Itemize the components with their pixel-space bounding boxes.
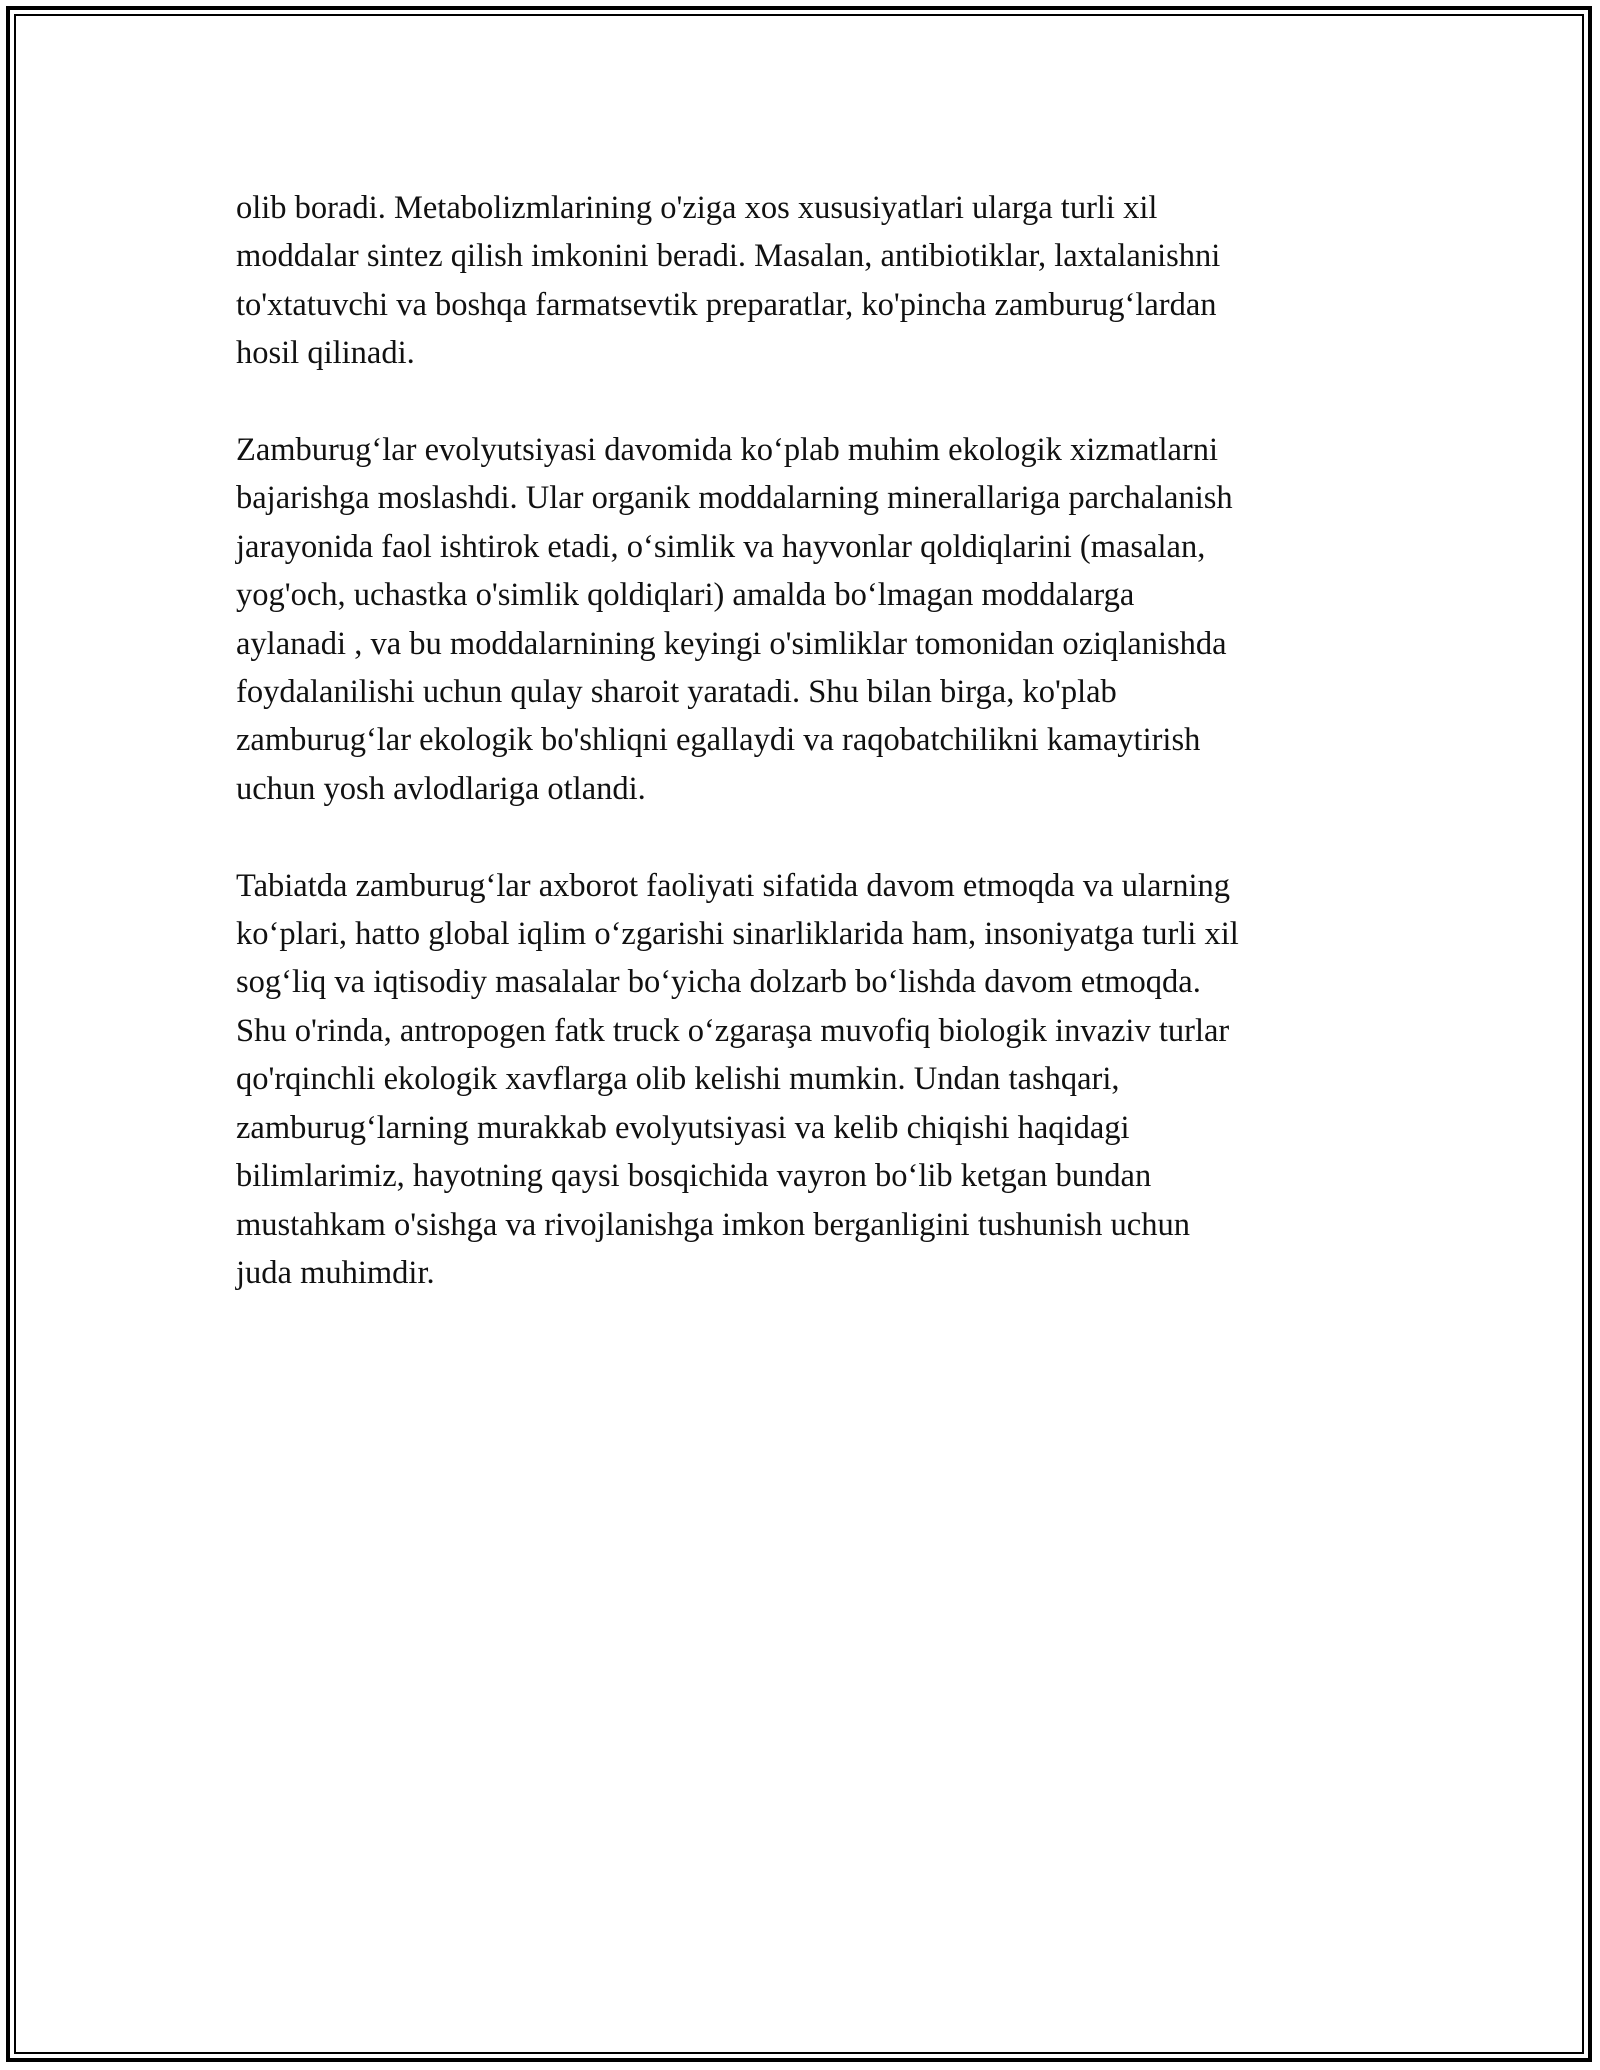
text-line: Shu o'rinda, antropogen fatk truck o‘zgaraşa muvofiq biologik invaziv turlar [236,1012,1230,1049]
text-line: qo'rqinchli ekologik xavflarga olib kelishi mumkin. Undan tashqari, [236,1061,1120,1098]
text-line: olib boradi. Metabolizmlarining o'ziga xos xususiyatlari ularga turli xil [236,190,1158,226]
text-line: Zamburug‘lar evolyutsiyasi davomida ko‘plab muhim ekologik xizmatlarni [236,432,1218,469]
text-line: sog‘liq va iqtisodiy masalalar bo‘yicha dolzarb bo‘lishda davom etmoqda. [236,964,1201,1001]
text-line: to'xtatuvchi va boshqa farmatsevtik preparatlar, ko'pincha zamburug‘lardan [236,286,1217,323]
text-line: juda muhimdir. [236,1254,435,1291]
paragraph-2 [236,426,1376,813]
text-line: uchun yosh avlodlariga otlandi. [236,770,646,807]
text-line: aylanadi , va bu moddalarnining keyingi o'simliklar tomonidan oziqlanishda [236,625,1227,662]
text-line: Tabiatda zamburug‘lar axborot faoliyati sifatida davom etmoqda va ularning [236,867,1231,904]
text-line: hosil qilinadi. [236,335,415,372]
text-line: bilimlarimiz, hayotning qaysi bosqichida vayron bo‘lib ketgan bundan [236,1158,1152,1195]
text-line: yog'och, uchastka o'simlik qoldiqlari) amalda bo‘lmagan moddalarga [236,577,1135,614]
paragraph-3 [236,862,1376,1298]
text-line: zamburug‘lar ekologik bo'shliqni egallaydi va raqobatchilikni kamaytirish [236,722,1201,759]
text-line: foydalanilishi uchun qulay sharoit yaratadi. Shu bilan birga, ko'plab [236,674,1117,711]
text-line: moddalar sintez qilish imkonini beradi. Masalan, antibiotiklar, laxtalanishni [236,238,1221,275]
text-line: mustahkam o'sishga va rivojlanishga imkon berganligini tushunish uchun [236,1206,1190,1243]
document-body [236,184,1376,1346]
text-line: bajarishga moslashdi. Ular organik moddalarning minerallariga parchalanish [236,480,1233,517]
text-line: jarayonida faol ishtirok etadi, o‘simlik va hayvonlar qoldiqlarini (masalan, [236,528,1206,565]
paragraph-1 [236,184,1376,378]
text-line: zamburug‘larning murakkab evolyutsiyasi va kelib chiqishi haqidagi [236,1109,1130,1146]
text-line: ko‘plari, hatto global iqlim o‘zgarishi sinarliklarida ham, insoniyatga turli xil [236,916,1239,953]
